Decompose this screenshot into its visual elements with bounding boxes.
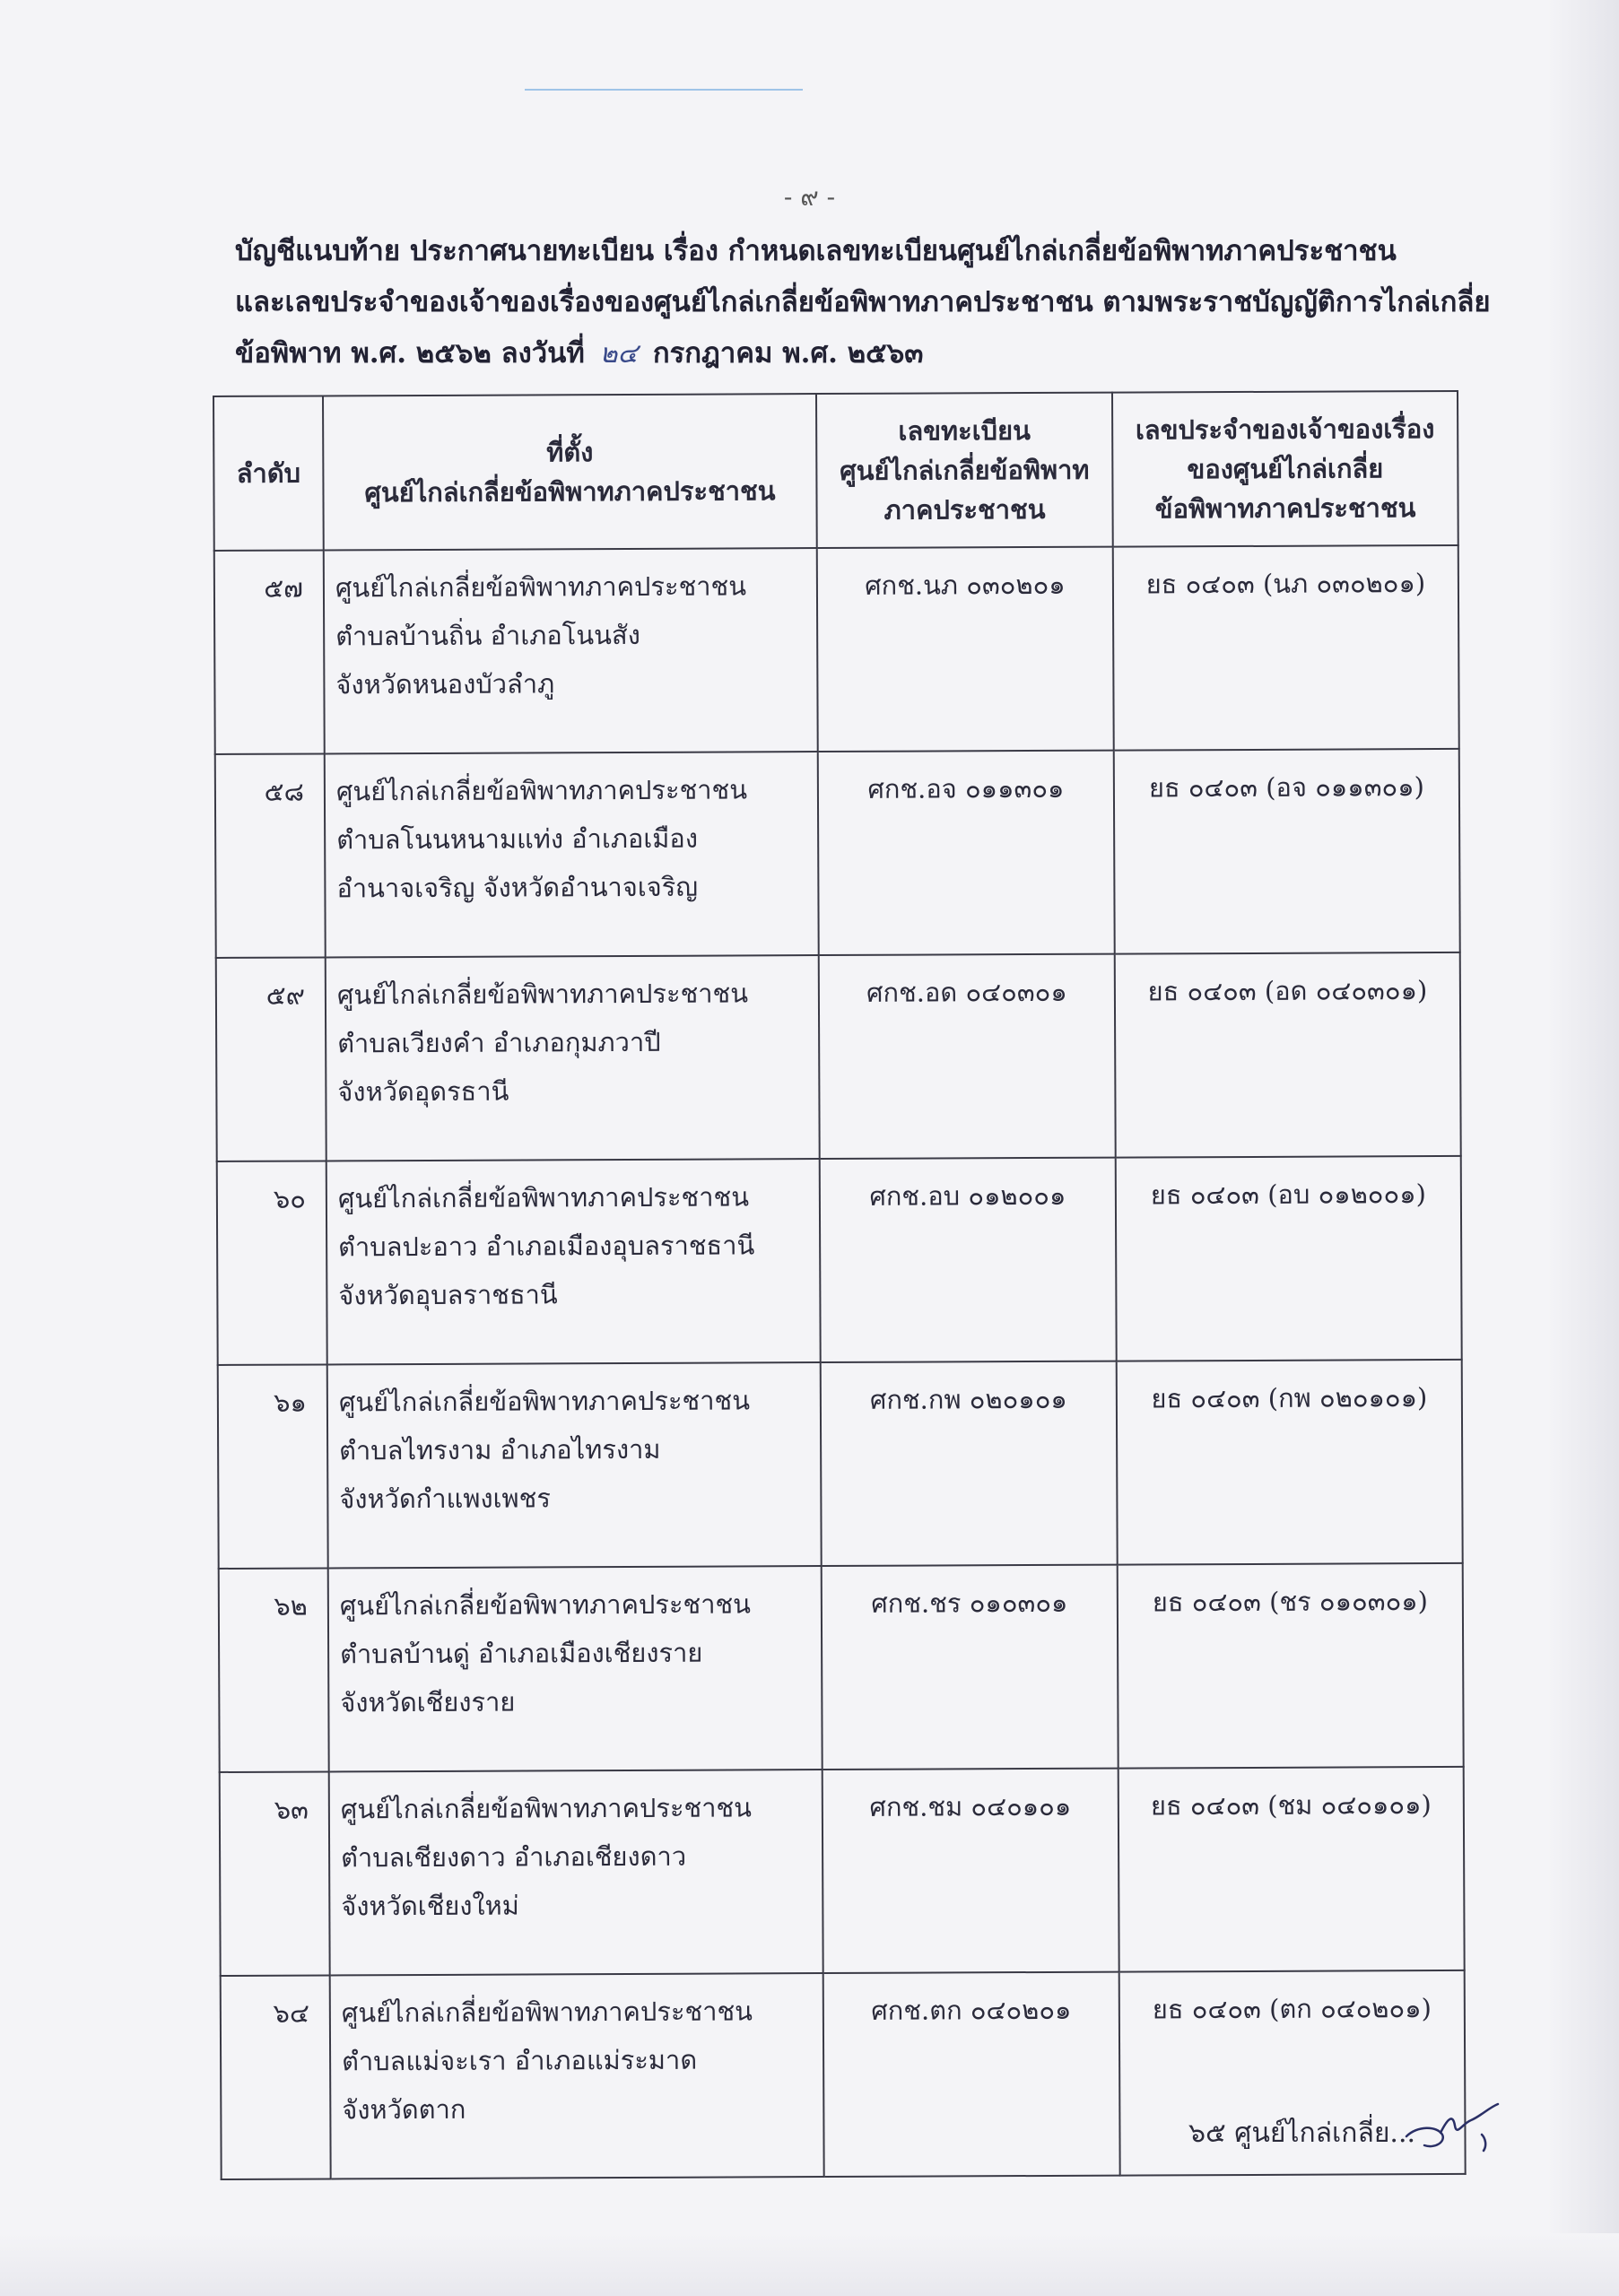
table-row (220, 1767, 1465, 1976)
row-number: ๕๗ (214, 550, 325, 754)
scan-artifact-line (525, 89, 803, 91)
row-number: ๖๓ (220, 1771, 330, 1976)
row-registration: ศกช.กพ ๐๒๐๑๐๑ (821, 1361, 1118, 1566)
row-registration: ศกช.อจ ๐๑๑๓๐๑ (818, 751, 1115, 955)
row-number: ๕๙ (216, 957, 326, 1161)
row-reference: ยธ ๐๔๐๓ (กพ ๐๒๐๑๐๑) (1117, 1360, 1463, 1565)
row-location: ศูนย์ไกล่เกลี่ยข้อพิพาทภาคประชาชน ตำบลแม่จะเรา อำเภอแม่ระมาด จังหวัดตาก (330, 1973, 824, 2179)
row-location: ศูนย์ไกล่เกลี่ยข้อพิพาทภาคประชาชน ตำบลไทรงาม อำเภอไทรงาม จังหวัดกำแพงเพชร (327, 1362, 822, 1568)
heading-line-1: บัญชีแนบท้าย ประกาศนายทะเบียน เรื่อง กำหนดเลขทะเบียนศูนย์ไกล่เกลี่ยข้อพิพาทภาคประชาชน (235, 235, 1397, 267)
row-reference: ยธ ๐๔๐๓ (อบ ๐๑๒๐๐๑) (1116, 1156, 1462, 1361)
row-reference: ยธ ๐๔๐๓ (นภ ๐๓๐๒๐๑) (1113, 545, 1459, 751)
continuation-note: ๖๕ ศูนย์ไกล่เกลี่ย... (1188, 2118, 1416, 2149)
row-location: ศูนย์ไกล่เกลี่ยข้อพิพาทภาคประชาชน ตำบลโนนหนามแท่ง อำเภอเมือง อำนาจเจริญ จังหวัดอำนาจเจริญ (325, 752, 819, 957)
table-row (214, 545, 1459, 754)
table-row (215, 749, 1460, 958)
registry-table (213, 390, 1467, 2180)
header-location: ที่ตั้ง ศูนย์ไกล่เกลี่ยข้อพิพาทภาคประชาชน (323, 394, 817, 550)
row-number: ๖๒ (219, 1568, 329, 1772)
table-header-row (213, 391, 1458, 551)
row-location: ศูนย์ไกล่เกลี่ยข้อพิพาทภาคประชาชน ตำบลบ้านดู่ อำเภอเมืองเชียงราย จังหวัดเชียงราย (328, 1566, 823, 1771)
row-number: ๖๔ (221, 1975, 331, 2179)
table-row (218, 1360, 1463, 1569)
document-heading (235, 226, 1491, 379)
row-location: ศูนย์ไกล่เกลี่ยข้อพิพาทภาคประชาชน ตำบลบ้านถิ่น อำเภอโนนสัง จังหวัดหนองบัวลำภู (324, 548, 818, 753)
scan-bottom-shadow (0, 2233, 1619, 2296)
row-location: ศูนย์ไกล่เกลี่ยข้อพิพาทภาคประชาชน ตำบลเชียงดาว อำเภอเชียงดาว จังหวัดเชียงใหม่ (329, 1770, 823, 1975)
table-row (217, 1156, 1462, 1365)
row-registration: ศกช.ชม ๐๔๐๑๐๑ (823, 1769, 1119, 1973)
handwritten-date: ๒๔ (599, 338, 639, 370)
header-reference: เลขประจำของเจ้าของเรื่อง ของศูนย์ไกล่เกลี่ย ข้อพิพาทภาคประชาชน (1112, 391, 1458, 547)
table-row (219, 1563, 1464, 1772)
row-location: ศูนย์ไกล่เกลี่ยข้อพิพาทภาคประชาชน ตำบลปะอาว อำเภอเมืองอุบลราชธานี จังหวัดอุบลราชธานี (326, 1159, 821, 1364)
row-reference: ยธ ๐๔๐๓ (อจ ๐๑๑๓๐๑) (1114, 749, 1460, 954)
row-location: ศูนย์ไกล่เกลี่ยข้อพิพาทภาคประชาชน ตำบลเวียงคำ อำเภอกุมภวาปี จังหวัดอุดรธานี (326, 955, 820, 1161)
row-number: ๕๘ (215, 753, 326, 958)
row-registration: ศกช.อบ ๐๑๒๐๐๑ (820, 1158, 1117, 1362)
row-number: ๖๑ (218, 1364, 328, 1569)
table-row (216, 952, 1461, 1161)
page-number: - ๙ - (783, 182, 836, 212)
header-registration: เลขทะเบียน ศูนย์ไกล่เกลี่ยข้อพิพาท ภาคประชาชน (816, 393, 1113, 548)
row-reference: ยธ ๐๔๐๓ (อด ๐๔๐๓๐๑) (1115, 952, 1461, 1158)
signature-initials (1399, 2099, 1507, 2161)
heading-line-3-start: ข้อพิพาท พ.ศ. ๒๕๖๒ ลงวันที่ (235, 337, 585, 370)
row-reference: ยธ ๐๔๐๓ (ตก ๐๔๐๒๐๑) (1119, 1970, 1466, 2176)
row-registration: ศกช.นภ ๐๓๐๒๐๑ (817, 547, 1114, 752)
row-number: ๖๐ (217, 1161, 327, 1365)
heading-line-3-end: กรกฎาคม พ.ศ. ๒๕๖๓ (652, 337, 924, 370)
row-registration: ศกช.ชร ๐๑๐๓๐๑ (822, 1565, 1119, 1770)
header-no: ลำดับ (213, 396, 324, 551)
scan-edge-shadow (1547, 0, 1619, 2296)
row-registration: ศกช.อด ๐๔๐๓๐๑ (819, 954, 1116, 1159)
row-reference: ยธ ๐๔๐๓ (ชม ๐๔๐๑๐๑) (1119, 1767, 1465, 1972)
heading-line-2: และเลขประจำของเจ้าของเรื่องของศูนย์ไกล่เกลี่ยข้อพิพาทภาคประชาชน ตามพระราชบัญญัติการไกล่เกลี่ย (235, 286, 1491, 318)
heading-line-3 (235, 328, 1455, 379)
row-reference: ยธ ๐๔๐๓ (ชร ๐๑๐๓๐๑) (1118, 1563, 1464, 1769)
row-registration: ศกช.ตก ๐๔๐๒๐๑ (823, 1972, 1120, 2177)
